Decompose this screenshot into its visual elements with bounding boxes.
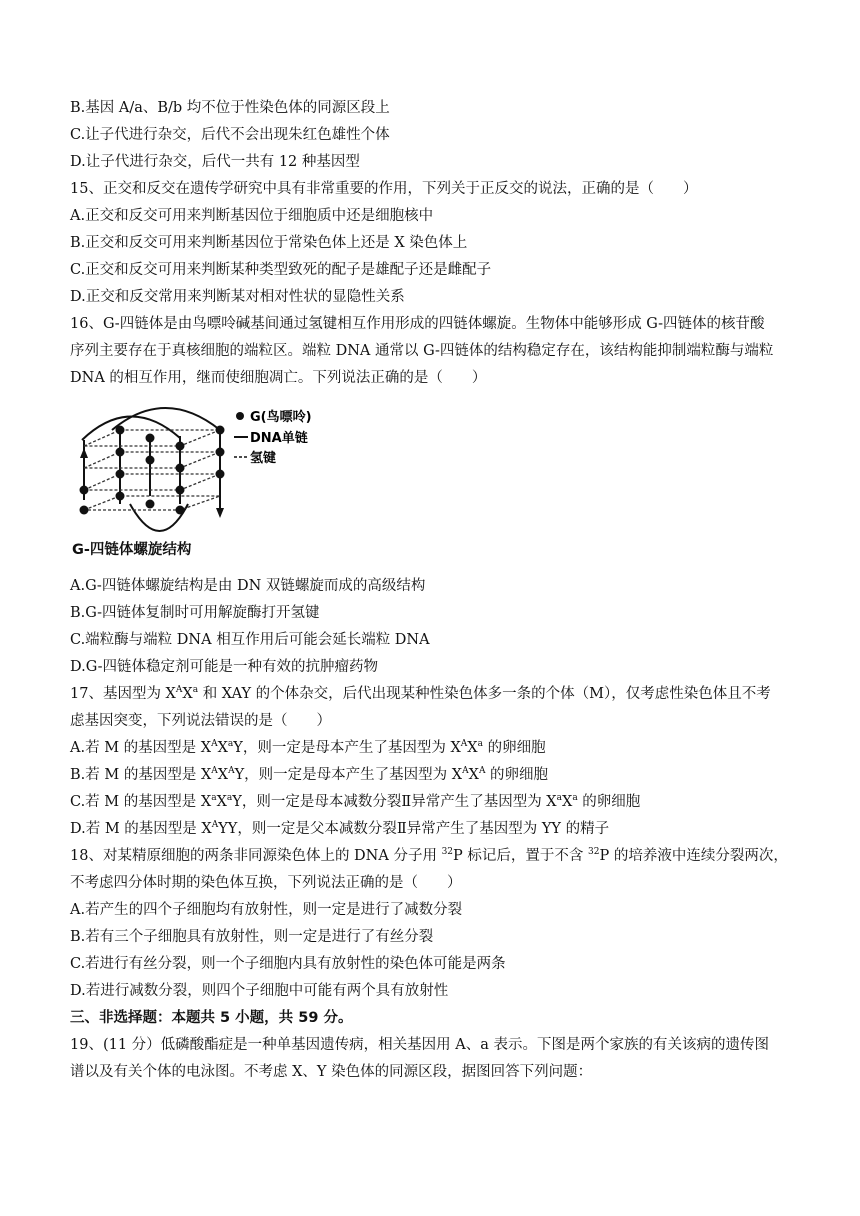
section-heading: 三、非选择题：本题共 5 小题，共 59 分。 <box>70 1010 353 1026</box>
question-17-stem-line1: 17、基因型为 $X^AX^a$ 和 XAY 的个体杂交，后代出现某种性染色体多一条的个体（M），仅考虑性染色体且不考 <box>70 685 771 702</box>
option-15b: B.正交和反交可用来判断基因位于常染色体上还是 X 染色体上 <box>70 235 468 251</box>
question-18-stem-line1: 18、对某精原细胞的两条非同源染色体上的 DNA 分子用 $^{32}$P 标记后，置于不含 $^{32}$P 的培养液中连续分裂两次， <box>70 847 788 864</box>
question-18-stem-line2: 不考虑四分体时期的染色体互换，下列说法正确的是（ ） <box>70 875 462 891</box>
legend-g-label: G(鸟嘌呤) <box>250 410 312 425</box>
option-16d: D.G-四链体稳定剂可能是一种有效的抗肿瘤药物 <box>70 659 378 675</box>
option-17b: B.若 M 的基因型是 $X^AX^AY$，则一定是母本产生了基因型为 $X^AX^A$ 的卵细胞 <box>70 766 549 783</box>
question-15-stem: 15、正交和反交在遗传学研究中具有非常重要的作用，下列关于正反交的说法，正确的是（ ） <box>70 181 698 197</box>
option-14c: C.让子代进行杂交，后代不会出现朱红色雄性个体 <box>70 127 390 143</box>
question-16-stem-line2: 序列主要存在于真核细胞的端粒区。端粒 DNA 通常以 G-四链体的结构稳定存在，该结构能抑制端粒酶与端粒 <box>70 343 774 359</box>
strand-arrow-down <box>216 508 224 518</box>
option-14b: B.基因 A/a、B/b 均不位于性染色体的同源区段上 <box>70 100 390 116</box>
legend-g-dot <box>236 412 244 420</box>
guanine-dots <box>80 426 225 515</box>
option-16b: B.G-四链体复制时可用解旋酶打开氢键 <box>70 605 320 621</box>
legend-hbond-label: 氢键 <box>250 451 277 466</box>
figure-caption: G-四链体螺旋结构 <box>72 542 192 558</box>
strand-arrow-up <box>80 448 88 458</box>
question-19-stem-line2: 谱以及有关个体的电泳图。不考虑 X、Y 染色体的同源区段，据图回答下列问题： <box>70 1064 593 1080</box>
option-17c: C.若 M 的基因型是 $X^aX^aY$，则一定是母本减数分裂Ⅱ异常产生了基因型为 $X^aX^a$ 的卵细胞 <box>70 793 641 810</box>
dna-strand-arc-1 <box>82 416 180 440</box>
option-18a: A.若产生的四个子细胞均有放射性，则一定是进行了减数分裂 <box>70 902 463 918</box>
option-16a: A.G-四链体螺旋结构是由 DN 双链螺旋而成的高级结构 <box>70 578 426 594</box>
option-15c: C.正交和反交可用来判断某种类型致死的配子是雄配子还是雌配子 <box>70 262 492 278</box>
option-15a: A.正交和反交可用来判断基因位于细胞质中还是细胞核中 <box>70 208 434 224</box>
option-16c: C.端粒酶与端粒 DNA 相互作用后可能会延长端粒 DNA <box>70 632 430 648</box>
option-15d: D.正交和反交常用来判断某对相对性状的显隐性关系 <box>70 289 405 305</box>
option-17d: D.若 M 的基因型是 $X^AYY$，则一定是父本减数分裂Ⅱ异常产生了基因型为 YY 的精子 <box>70 820 610 837</box>
option-18d: D.若进行减数分裂，则四个子细胞中可能有两个具有放射性 <box>70 983 449 999</box>
question-16-stem-line1: 16、G-四链体是由鸟嘌呤碱基间通过氢键相互作用形成的四链体螺旋。生物体中能够形成 G-四链体的核苷酸 <box>70 316 765 332</box>
question-16-stem-line3: DNA 的相互作用，继而使细胞凋亡。下列说法正确的是（ ） <box>70 370 487 386</box>
option-18b: B.若有三个子细胞具有放射性，则一定是进行了有丝分裂 <box>70 929 434 945</box>
option-18c: C.若进行有丝分裂，则一个子细胞内具有放射性的染色体可能是两条 <box>70 956 506 972</box>
option-14d: D.让子代进行杂交，后代一共有 12 种基因型 <box>70 154 360 170</box>
question-17-stem-line2: 虑基因突变，下列说法错误的是（ ） <box>70 713 331 729</box>
legend-strand-label: DNA单链 <box>250 431 308 446</box>
option-17a: A.若 M 的基因型是 $X^AX^aY$，则一定是母本产生了基因型为 $X^AX^a$ 的卵细胞 <box>70 739 546 756</box>
question-19-stem-line1: 19、(11 分）低磷酸酯症是一种单基因遗传病，相关基因用 A、a 表示。下图是两个家族的有关该病的遗传图 <box>70 1037 769 1053</box>
